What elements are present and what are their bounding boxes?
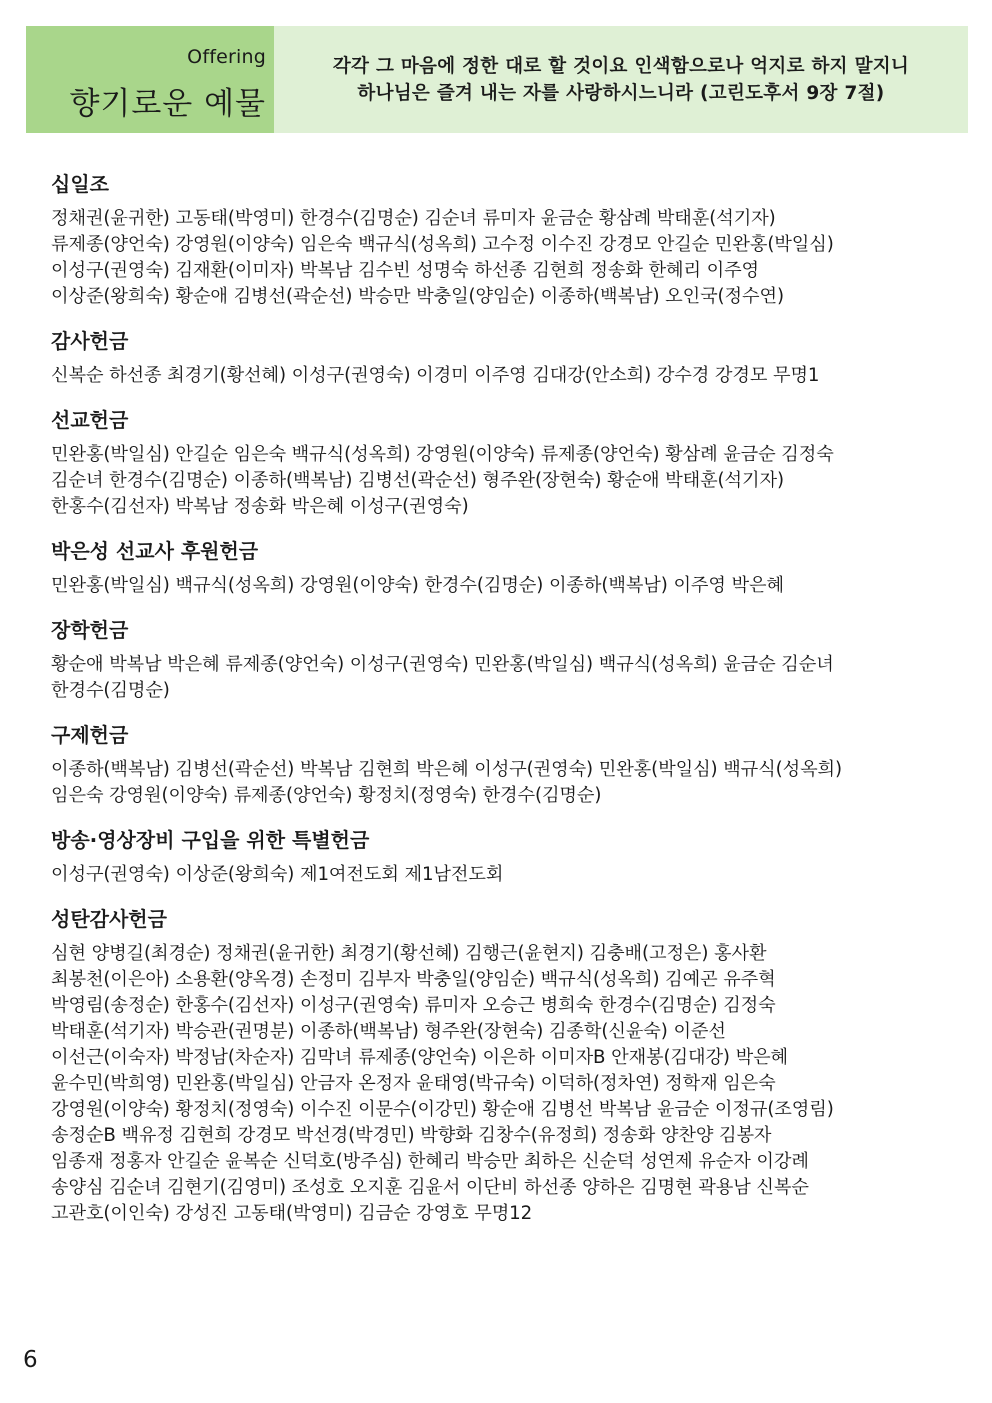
offering-section xyxy=(51,616,951,704)
section-title: 선교헌금 xyxy=(51,408,129,432)
donor-names-line: 한홍수(김선자) 박복남 정송화 박은혜 이성구(권영숙) xyxy=(51,496,469,517)
offering-section xyxy=(51,905,951,1227)
section-title: 십일조 xyxy=(51,172,109,196)
donor-names-line: 박태훈(석기자) 박승관(권명분) 이종하(백복남) 형주완(장현숙) 김종학(신윤숙) 이준선 xyxy=(51,1021,726,1042)
donor-names-line: 송양심 김순녀 김현기(김영미) 조성호 오지훈 김윤서 이단비 하선종 양하은 김명현 곽용남 신복순 xyxy=(51,1177,809,1198)
offering-sections xyxy=(51,170,951,1244)
section-title: 감사헌금 xyxy=(51,329,129,353)
donor-names-line: 임종재 정홍자 안길순 윤복순 신덕호(방주심) 한혜리 박승만 최하은 신순덕 성연제 유순자 이강례 xyxy=(51,1151,809,1172)
section-title: 박은성 선교사 후원헌금 xyxy=(51,539,259,563)
donor-names-line: 이선근(이숙자) 박정남(차순자) 김막녀 류제종(양언숙) 이은하 이미자B 안재봉(김대강) 박은혜 xyxy=(51,1047,789,1068)
donor-names-line: 한경수(김명순) xyxy=(51,680,170,701)
page-number: 6 xyxy=(23,1347,38,1373)
donor-names-line: 이성구(권영숙) 김재환(이미자) 박복남 김수빈 성명숙 하선종 김현희 정송화 한혜리 이주영 xyxy=(51,260,760,281)
bible-verse-block xyxy=(274,26,968,133)
header-title-block xyxy=(26,26,274,133)
donor-names-line: 윤수민(박희영) 민완홍(박일심) 안금자 온정자 윤태영(박규숙) 이덕하(정차연) 정학재 임은숙 xyxy=(51,1073,776,1094)
donor-names-line: 이성구(권영숙) 이상준(왕희숙) 제1여전도회 제1남전도회 xyxy=(51,864,504,885)
section-title: 방송·영상장비 구입을 위한 특별헌금 xyxy=(51,828,370,852)
offering-section xyxy=(51,327,951,389)
donor-names-line: 민완홍(박일심) 백규식(성옥희) 강영원(이양숙) 한경수(김명순) 이종하(백복남) 이주영 박은혜 xyxy=(51,575,784,596)
offering-header xyxy=(26,26,968,133)
page-title: 향기로운 예물 xyxy=(69,86,266,122)
donor-names-line: 류제종(양언숙) 강영원(이양숙) 임은숙 백규식(성옥희) 고수정 이수진 강경모 안길순 민완홍(박일심) xyxy=(51,234,834,255)
section-title: 구제헌금 xyxy=(51,723,129,747)
donor-names-line: 김순녀 한경수(김명순) 이종하(백복남) 김병선(곽순선) 형주완(장현숙) 황순애 박태훈(석기자) xyxy=(51,470,784,491)
donor-names-line: 이상준(왕희숙) 황순애 김병선(곽순선) 박승만 박충일(양임순) 이종하(백복남) 오인국(정수연) xyxy=(51,286,784,307)
donor-names-line: 송정순B 백유정 김현희 강경모 박선경(박경민) 박향화 김창수(유정희) 정송화 양찬양 김봉자 xyxy=(51,1125,772,1146)
donor-names-line: 박영림(송정순) 한홍수(김선자) 이성구(권영숙) 류미자 오승근 병희숙 한경수(김명순) 김정숙 xyxy=(51,995,776,1016)
donor-names-line: 심현 양병길(최경순) 정채권(윤귀한) 최경기(황선혜) 김행근(윤현지) 김충배(고정은) 홍사환 xyxy=(51,943,767,964)
donor-names-line: 이종하(백복남) 김병선(곽순선) 박복남 김현희 박은혜 이성구(권영숙) 민완홍(박일심) 백규식(성옥희) xyxy=(51,759,843,780)
offering-section xyxy=(51,537,951,599)
offering-label: Offering xyxy=(187,46,266,68)
verse-line: 각각 그 마음에 정한 대로 할 것이요 인색함으로나 억지로 하지 말지니 xyxy=(332,55,910,77)
donor-names-line: 신복순 하선종 최경기(황선혜) 이성구(권영숙) 이경미 이주영 김대강(안소희) 강수경 강경모 무명1 xyxy=(51,365,820,386)
donor-names-line: 황순애 박복남 박은혜 류제종(양언숙) 이성구(권영숙) 민완홍(박일심) 백규식(성옥희) 윤금순 김순녀 xyxy=(51,654,834,675)
donor-names-line: 고관호(이인숙) 강성진 고동태(박영미) 김금순 강영호 무명12 xyxy=(51,1203,533,1224)
offering-section xyxy=(51,721,951,809)
verse-line: 하나님은 즐겨 내는 자를 사랑하시느니라 (고린도후서 9장 7절) xyxy=(357,82,885,104)
section-title: 성탄감사헌금 xyxy=(51,907,167,931)
donor-names-line: 강영원(이양숙) 황정치(정영숙) 이수진 이문수(이강민) 황순애 김병선 박복남 윤금순 이정규(조영림) xyxy=(51,1099,834,1120)
donor-names-line: 최봉천(이은아) 소용환(양옥경) 손정미 김부자 박충일(양임순) 백규식(성옥희) 김예곤 유주혁 xyxy=(51,969,776,990)
offering-section xyxy=(51,826,951,888)
offering-section xyxy=(51,406,951,520)
offering-section xyxy=(51,170,951,310)
section-title: 장학헌금 xyxy=(51,618,129,642)
donor-names-line: 민완홍(박일심) 안길순 임은숙 백규식(성옥희) 강영원(이양숙) 류제종(양언숙) 황삼례 윤금순 김정숙 xyxy=(51,444,834,465)
donor-names-line: 임은숙 강영원(이양숙) 류제종(양언숙) 황정치(정영숙) 한경수(김명순) xyxy=(51,785,602,806)
donor-names-line: 정채권(윤귀한) 고동태(박영미) 한경수(김명순) 김순녀 류미자 윤금순 황삼례 박태훈(석기자) xyxy=(51,208,776,229)
